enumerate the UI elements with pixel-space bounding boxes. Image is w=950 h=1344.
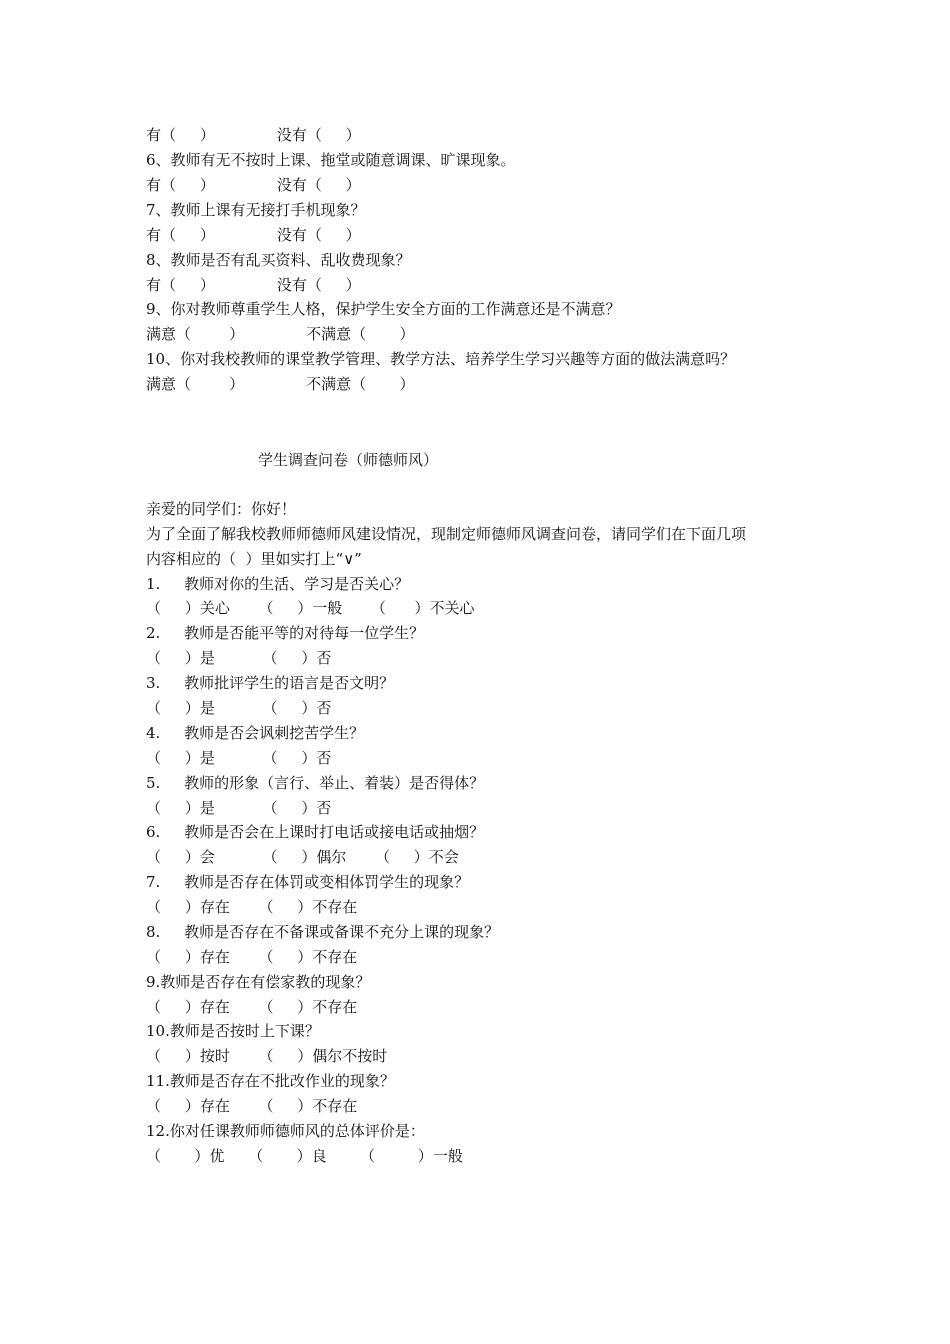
survey-options: （ ）是 （ ）否 [146, 699, 332, 717]
answer-options: 有（ ） 没有（ ） [146, 276, 361, 294]
survey-options: （ ）存在 （ ）不存在 [146, 1097, 358, 1115]
answer-options: 有（ ） 没有（ ） [146, 126, 361, 144]
survey-options: （ ）按时 （ ）偶尔不按时 [146, 1047, 388, 1065]
answer-options: 有（ ） 没有（ ） [146, 176, 361, 194]
survey-options: （ ）存在 （ ）不存在 [146, 998, 358, 1016]
survey-options: （ ）关心 （ ）一般 （ ）不关心 [146, 599, 475, 617]
survey-options: （ ）会 （ ）偶尔 （ ）不会 [146, 848, 459, 866]
survey-question: 10.教师是否按时上下课？ [146, 1022, 320, 1040]
survey-title: 学生调查问卷（师德师风） [258, 451, 439, 469]
greeting: 亲爱的同学们：你好！ [146, 500, 297, 518]
survey-options: （ ）是 （ ）否 [146, 649, 332, 667]
question-text: 8、教师是否有乱买资料、乱收费现象？ [146, 251, 411, 269]
survey-question: 8. 教师是否存在不备课或备课不充分上课的现象？ [146, 923, 500, 941]
survey-question: 9.教师是否存在有偿家教的现象？ [146, 973, 371, 991]
survey-question: 7. 教师是否存在体罚或变相体罚学生的现象？ [146, 873, 470, 891]
question-text: 10、你对我校教师的课堂教学管理、教学方法、培养学生学习兴趣等方面的做法满意吗？ [146, 350, 736, 368]
answer-options: 满意（ ） 不满意（ ） [146, 375, 415, 393]
intro-text: 内容相应的（ ）里如实打上“∨” [146, 550, 362, 568]
survey-options: （ ）存在 （ ）不存在 [146, 948, 358, 966]
survey-question: 12.你对任课教师师德师风的总体评价是： [146, 1122, 425, 1140]
survey-question: 4. 教师是否会讽刺挖苦学生？ [146, 724, 365, 742]
answer-options: 有（ ） 没有（ ） [146, 226, 361, 244]
question-text: 9、你对教师尊重学生人格，保护学生安全方面的工作满意还是不满意？ [146, 300, 621, 318]
survey-question: 6. 教师是否会在上课时打电话或接电话或抽烟？ [146, 823, 485, 841]
answer-options: 满意（ ） 不满意（ ） [146, 325, 415, 343]
survey-options: （ ）是 （ ）否 [146, 749, 332, 767]
survey-options: （ ）是 （ ）否 [146, 799, 332, 817]
survey-options: （ ）优 （ ）良 （ ）一般 [146, 1147, 463, 1165]
survey-options: （ ）存在 （ ）不存在 [146, 898, 358, 916]
question-text: 7、教师上课有无接打手机现象？ [146, 201, 366, 219]
survey-question: 3. 教师批评学生的语言是否文明？ [146, 674, 395, 692]
survey-question: 5. 教师的形象（言行、举止、着装）是否得体？ [146, 774, 485, 792]
survey-question: 11.教师是否存在不批改作业的现象？ [146, 1072, 395, 1090]
survey-question: 1. 教师对你的生活、学习是否关心？ [146, 575, 410, 593]
question-text: 6、教师有无不按时上课、拖堂或随意调课、旷课现象。 [146, 151, 516, 169]
intro-text: 为了全面了解我校教师师德师风建设情况，现制定师德师风调查问卷，请同学们在下面几项 [146, 525, 747, 543]
survey-question: 2. 教师是否能平等的对待每一位学生？ [146, 624, 425, 642]
